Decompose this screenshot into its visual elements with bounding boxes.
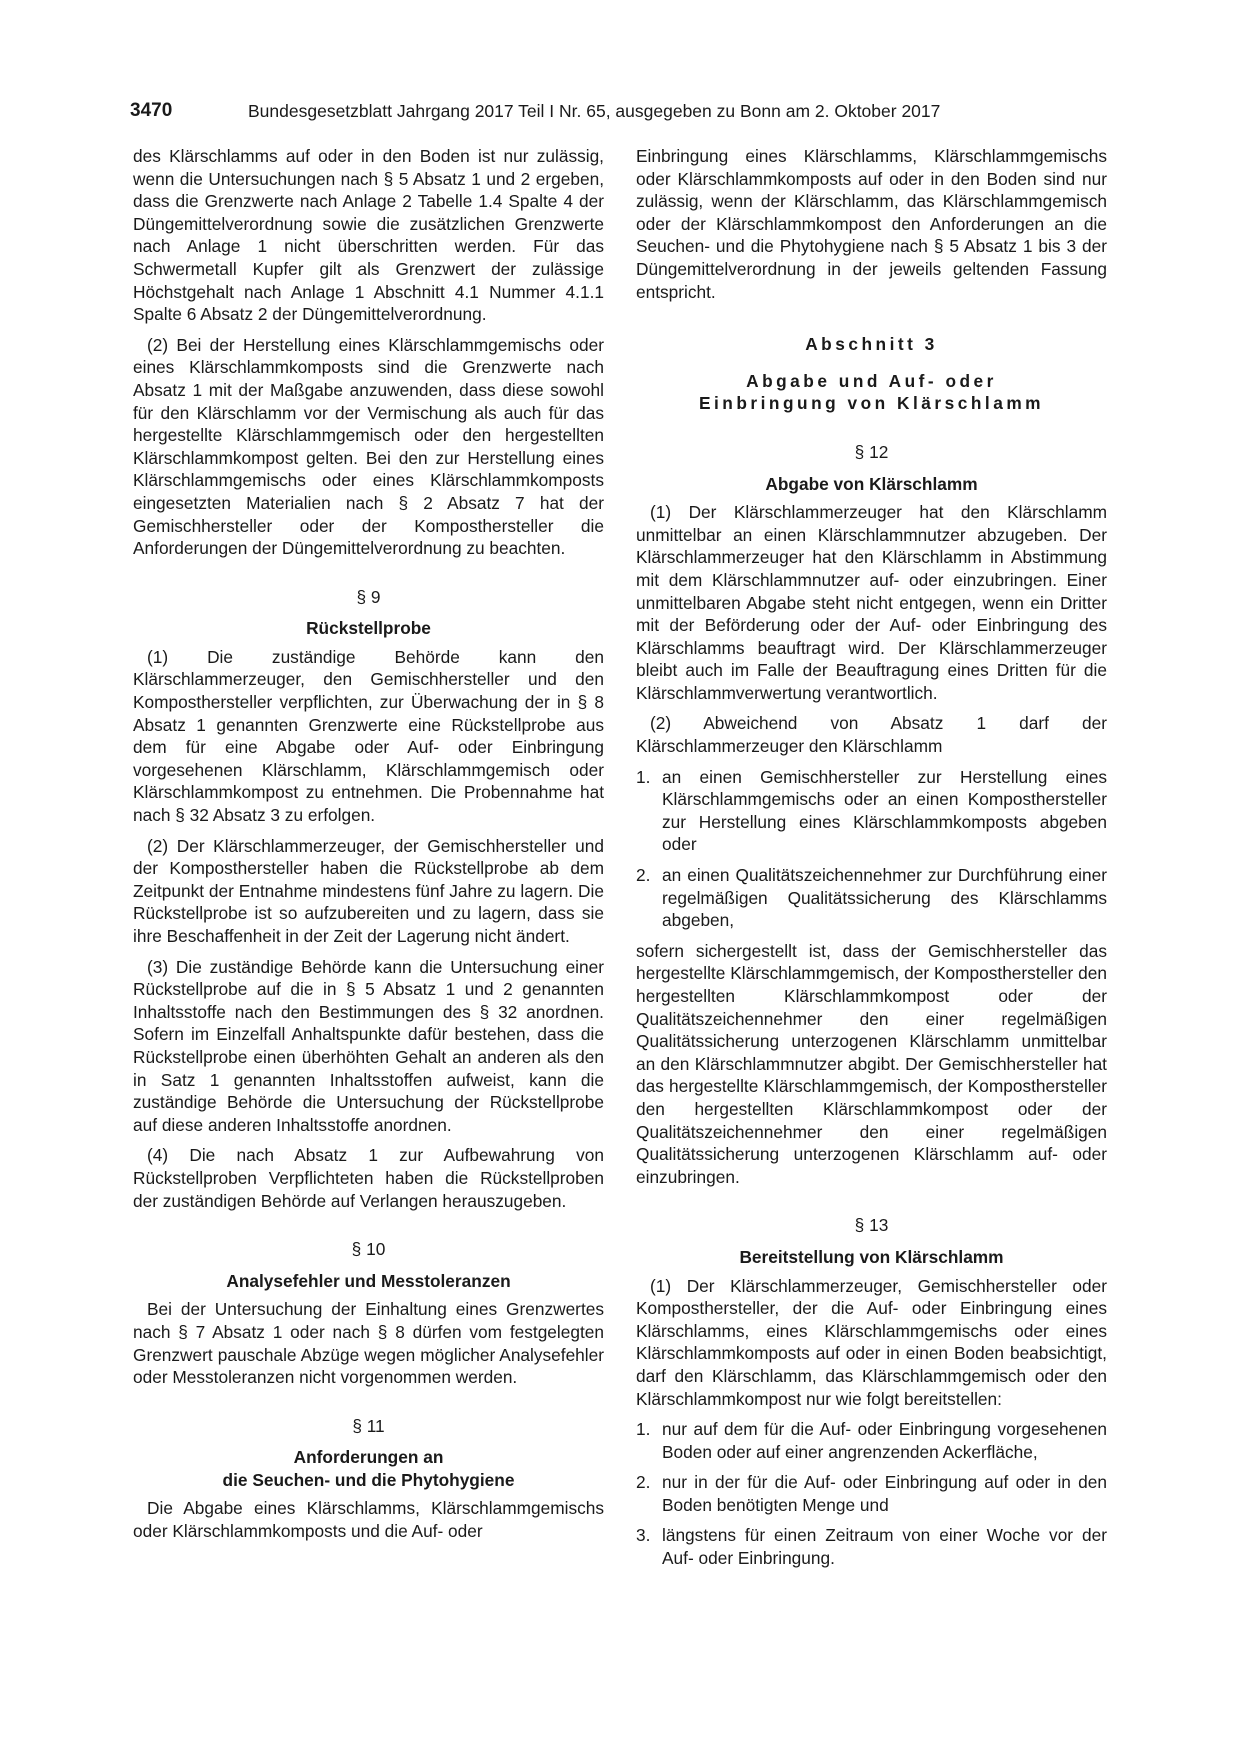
paragraph-9-2: (2) Der Klärschlammerzeuger, der Gemischhersteller und der Komposthersteller haben die Rückstellprobe ab dem Zeitpunkt der Entnahme mindestens fünf Jahre zu lagern. Die Rückstellprobe ist so aufzubereiten und zu lagern, dass sie ihre Beschaffenheit in der Zeit der Lagerung nicht ändert.: [133, 835, 604, 946]
section-title-11-line-1: Anforderungen an: [293, 1447, 444, 1468]
section-sign-10: § 10: [351, 1239, 386, 1260]
section-title-13: Bereitstellung von Klärschlamm: [739, 1246, 1004, 1267]
part-label: Abschnitt 3: [805, 334, 938, 355]
list-item: [636, 1524, 1107, 1569]
list-item-number: 1.: [636, 766, 651, 787]
paragraph-12-1: (1) Der Klärschlammerzeuger hat den Klärschlamm unmittelbar an einen Klärschlammnutzer abzugeben. Der Klärschlammerzeuger hat den Klärschlamm in Abstimmung mit dem Klärschlammnutzer auf- oder einzubringen. Einer unmittelbaren Abgabe steht nicht entgegen, wenn ein Dritter mit der Beförderung oder der Auf- oder Einbringung des Klärschlamms beauftragt wird. Der Klärschlammerzeuger bleibt auch im Falle der Beauftragung eines Dritten für die Klärschlammverwertung verantwortlich.: [636, 502, 1107, 703]
list-item-number: 2.: [636, 1472, 651, 1493]
part-title-line-1: Abgabe und Auf- oder: [746, 370, 997, 391]
section-sign-11: § 11: [352, 1415, 385, 1436]
paragraph-13-1: (1) Der Klärschlammerzeuger, Gemischhersteller oder Komposthersteller, der die Auf- oder Einbringung eines Klärschlamms, eines Klärschlammgemischs oder eines Klärschlammkomposts auf oder in einen Boden beabsichtigt, darf den Klärschlamm, das Klärschlammgemisch oder den Klärschlammkompost nur wie folgt bereitstellen:: [636, 1275, 1107, 1409]
list-item-text: an einen Gemischhersteller zur Herstellung eines Klärschlammgemischs oder an einen Komposthersteller zur Herstellung eines Klärschlammkomposts abgeben oder: [662, 766, 1107, 855]
list-item-text: an einen Qualitätszeichennehmer zur Durchführung einer regelmäßigen Qualitätssicherung des Klärschlamms abgeben,: [662, 865, 1107, 931]
list-item-text: längstens für einen Zeitraum von einer Woche vor der Auf- oder Einbringung.: [662, 1525, 1107, 1569]
list-item: [636, 1471, 1107, 1516]
paragraph-10: Bei der Untersuchung der Einhaltung eines Grenzwertes nach § 7 Absatz 1 oder nach § 8 dürfen vom festgelegten Grenzwert pauschale Abzüge wegen möglicher Analysefehler oder Messtoleranzen nicht vorgenommen werden.: [133, 1299, 604, 1388]
part-title-line-2: Einbringung von Klärschlamm: [698, 393, 1045, 414]
section-title-11-line-2: die Seuchen- und die Phytohygiene: [222, 1469, 515, 1490]
right-column: [636, 145, 1107, 1578]
section-sign-13: § 13: [854, 1215, 889, 1236]
paragraph-9-3: (3) Die zuständige Behörde kann die Untersuchung einer Rückstellprobe auf die in § 5 Absatz 1 und 2 genannten Inhaltsstoffe nach den Bestimmungen des § 32 anordnen. Sofern im Einzelfall Anhaltspunkte dafür bestehen, dass die Rückstellprobe einen überhöhten Gehalt an anderen als den in Satz 1 genannten Inhaltsstoffen aufweist, kann die zuständige Behörde die Untersuchung der Rückstellprobe auf diese anderen Inhaltsstoffe anordnen.: [133, 956, 604, 1135]
list-item-number: 1.: [636, 1419, 651, 1440]
list-item-text: nur in der für die Auf- oder Einbringung auf oder in den Boden benötigten Menge und: [662, 1472, 1107, 1515]
list-item: [636, 1418, 1107, 1463]
section-title-9: Rückstellprobe: [306, 618, 431, 639]
list-item: [636, 864, 1107, 932]
paragraph-11-start: Die Abgabe eines Klärschlamms, Klärschlammgemischs oder Klärschlammkomposts und die Auf- oder: [133, 1498, 604, 1542]
page-header: [130, 100, 1110, 126]
paragraph-12-after-list: sofern sichergestellt ist, dass der Gemischhersteller das hergestellte Klärschlammgemisch, der Komposthersteller den hergestellten Klärschlammkompost oder der Qualitätszeichennehmer den einer regelmäßigen Qualitätssicherung unterzogenen Klärschlamm unmittelbar an den Klärschlammnutzer abgibt. Der Gemischhersteller hat das hergestellte Klärschlammgemisch, der Komposthersteller den hergestellten Klärschlammkompost oder der Qualitätszeichennehmer den einer regelmäßigen Qualitätssicherung unterzogenen Klärschlamm auf- oder einzubringen.: [636, 940, 1107, 1187]
paragraph-9-1: (1) Die zuständige Behörde kann den Klärschlammerzeuger, den Gemischhersteller und den Komposthersteller verpflichten, zur Überwachung der in § 8 Absatz 1 genannten Grenzwerte eine Rückstellprobe aus dem für eine Abgabe oder Auf- oder Einbringung vorgesehenen Klärschlamm, Klärschlammgemisch oder Klärschlammkompost zu entnehmen. Die Probennahme hat nach § 32 Absatz 3 zu erfolgen.: [133, 646, 604, 826]
list-item-text: nur auf dem für die Auf- oder Einbringung vorgesehenen Boden oder auf einer angrenzenden Ackerfläche,: [662, 1419, 1107, 1462]
section-sign-12: § 12: [854, 441, 889, 462]
paragraph-9-4: (4) Die nach Absatz 1 zur Aufbewahrung von Rückstellproben Verpflichteten haben die Rückstellproben der zuständigen Behörde auf Verlangen herauszugeben.: [133, 1145, 604, 1211]
list-12: [636, 766, 1107, 932]
running-head: Bundesgesetzblatt Jahrgang 2017 Teil I Nr. 65, ausgegeben zu Bonn am 2. Oktober 2017: [248, 101, 941, 121]
section-title-10: Analysefehler und Messtoleranzen: [226, 1270, 511, 1291]
list-item: [636, 766, 1107, 856]
paragraph-8-1-continuation: des Klärschlamms auf oder in den Boden ist nur zulässig, wenn die Untersuchungen nach § 5 Absatz 1 und 2 ergeben, dass die Grenzwerte nach Anlage 2 Tabelle 1.4 Spalte 4 der Düngemittelverordnung sowie die zusätzlichen Grenzwerte nach Anlage 1 nicht überschritten werden. Für das Schwermetall Kupfer gilt als Grenzwert der zulässige Höchstgehalt nach Anlage 1 Abschnitt 4.1 Nummer 4.1.1 Spalte 6 Absatz 2 der Düngemittelverordnung.: [133, 146, 604, 325]
page-number: 3470: [130, 100, 173, 121]
list-item-number: 2.: [636, 865, 651, 886]
paragraph-11-continuation: Einbringung eines Klärschlamms, Klärschlammgemischs oder Klärschlammkomposts auf oder in den Boden sind nur zulässig, wenn der Klärschlamm, das Klärschlammgemisch oder der Klärschlammkompost den Anforderungen an die Seuchen- und die Phytohygiene nach § 5 Absatz 1 bis 3 der Düngemittelverordnung in der jeweils geltenden Fassung entspricht.: [636, 146, 1107, 302]
paragraph-8-2: (2) Bei der Herstellung eines Klärschlammgemischs oder eines Klärschlammkomposts sind die Grenzwerte nach Absatz 1 mit der Maßgabe anzuwenden, dass diese sowohl für den Klärschlamm vor der Vermischung als auch für das hergestellte Klärschlammgemisch oder den hergestellten Klärschlammkompost gelten. Bei den zur Herstellung eines Klärschlammgemischs oder eines Klärschlammkomposts eingesetzten Materialien nach § 2 Absatz 7 hat der Gemischhersteller oder der Komposthersteller die Anforderungen der Düngemittelverordnung zu beachten.: [133, 334, 604, 559]
left-column: [133, 145, 604, 1551]
paragraph-12-2: (2) Abweichend von Absatz 1 darf der Klärschlammerzeuger den Klärschlamm: [636, 713, 1107, 757]
section-title-12: Abgabe von Klärschlamm: [765, 473, 978, 494]
list-13: [636, 1418, 1107, 1570]
list-item-number: 3.: [636, 1525, 651, 1546]
section-sign-9: § 9: [356, 586, 381, 607]
